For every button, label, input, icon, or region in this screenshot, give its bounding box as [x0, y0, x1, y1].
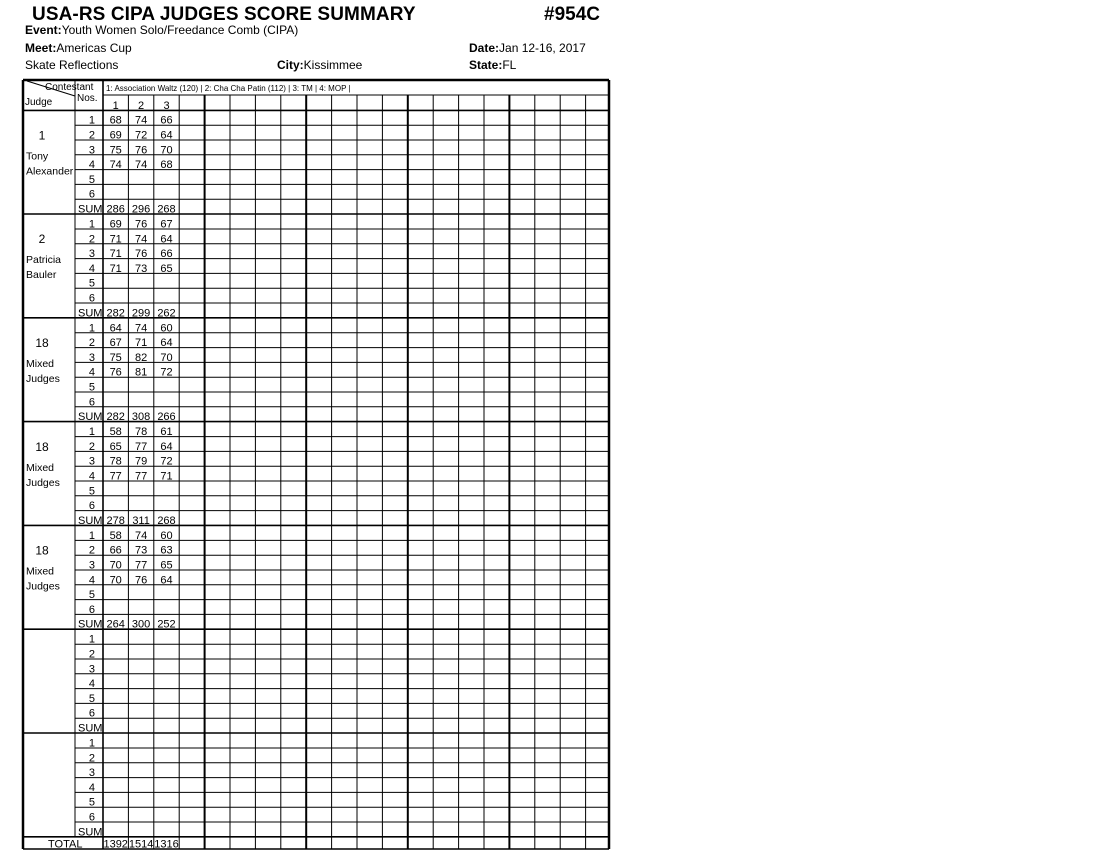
row-number: 3 — [88, 248, 95, 261]
score-cell: 68 — [160, 159, 173, 172]
score-cell: 74 — [134, 114, 148, 127]
total-cell: 1514 — [128, 838, 154, 850]
score-cell: 72 — [160, 366, 173, 379]
row-number: 1 — [88, 737, 95, 750]
date-label: Date: — [469, 41, 500, 55]
score-cell: 72 — [134, 129, 148, 142]
row-number: 6 — [88, 707, 95, 720]
sum-cell: 252 — [157, 618, 176, 631]
sum-label: SUM — [78, 307, 103, 320]
row-number: 1 — [88, 218, 95, 231]
sum-cell: 300 — [131, 618, 151, 631]
sum-cell: 286 — [106, 203, 125, 216]
sum-cell: 282 — [106, 307, 125, 320]
row-number: 1 — [88, 426, 95, 439]
column-header: 2 — [138, 100, 145, 112]
row-number: 6 — [88, 603, 95, 616]
score-cell: 69 — [109, 218, 122, 231]
row-number: 5 — [88, 173, 95, 186]
judge-number: 18 — [35, 336, 49, 350]
meet-value: Americas Cup — [56, 41, 132, 55]
score-cell: 74 — [134, 529, 148, 542]
score-cell: 78 — [134, 426, 148, 439]
score-cell: 78 — [109, 455, 122, 468]
row-number: 4 — [88, 159, 95, 172]
score-cell: 64 — [160, 129, 173, 142]
row-number: 4 — [88, 678, 95, 691]
form-number: #954C — [544, 4, 600, 25]
score-cell: 77 — [134, 470, 148, 483]
score-cell: 71 — [109, 262, 122, 275]
total-label: TOTAL — [48, 838, 83, 850]
row-number: 4 — [88, 781, 95, 794]
score-cell: 64 — [160, 233, 173, 246]
sum-label: SUM — [78, 411, 103, 424]
score-cell: 82 — [134, 351, 148, 364]
row-number: 6 — [88, 500, 95, 513]
row-number: 2 — [88, 233, 95, 246]
total-cell: 1316 — [154, 838, 179, 850]
event-value: Youth Women Solo/Freedance Comb (CIPA) — [61, 23, 299, 37]
row-number: 3 — [88, 455, 95, 468]
score-cell: 64 — [160, 574, 173, 587]
score-cell: 73 — [134, 544, 148, 557]
row-number: 2 — [88, 129, 95, 142]
score-cell: 71 — [109, 233, 122, 246]
column-header: 1 — [112, 100, 119, 112]
row-number: 5 — [88, 381, 95, 394]
score-cell: 64 — [160, 337, 173, 350]
score-cell: 70 — [109, 574, 122, 587]
judge-name: Judges — [26, 373, 60, 385]
score-cell: 64 — [109, 322, 122, 335]
row-number: 4 — [88, 470, 95, 483]
score-cell: 65 — [109, 440, 122, 453]
sum-cell: 268 — [157, 203, 176, 216]
score-cell: 64 — [160, 440, 173, 453]
score-cell: 79 — [134, 455, 148, 468]
score-cell: 71 — [134, 337, 148, 350]
score-cell: 65 — [160, 262, 173, 275]
score-cell: 65 — [160, 559, 173, 572]
score-cell: 68 — [109, 114, 122, 127]
sum-label: SUM — [78, 722, 103, 735]
row-number: 4 — [88, 366, 95, 379]
judge-number: 1 — [38, 128, 46, 143]
row-number: 2 — [88, 337, 95, 350]
judge-name: Patricia — [26, 254, 62, 267]
sum-cell: 264 — [106, 618, 125, 631]
row-number: 2 — [88, 440, 95, 453]
score-cell: 60 — [160, 529, 173, 542]
score-cell: 74 — [109, 159, 122, 172]
row-number: 2 — [88, 544, 95, 557]
sum-cell: 266 — [157, 411, 176, 424]
total-cell: 1392 — [103, 838, 128, 850]
score-cell: 66 — [160, 248, 173, 261]
score-cell: 74 — [134, 233, 148, 246]
sum-label: SUM — [78, 514, 103, 527]
score-cell: 76 — [134, 248, 148, 261]
page-title: USA-RS CIPA JUDGES SCORE SUMMARY — [32, 4, 416, 25]
score-cell: 74 — [134, 322, 148, 335]
score-cell: 60 — [160, 322, 173, 335]
judge-name: Mixed — [26, 461, 55, 474]
row-number: 2 — [88, 648, 95, 661]
row-number: 5 — [88, 589, 95, 602]
score-cell: 76 — [134, 574, 148, 587]
judge-name: Judges — [26, 476, 60, 489]
judge-number: 18 — [35, 543, 49, 558]
city-value: Kissimmee — [303, 58, 363, 72]
row-number: 5 — [88, 796, 95, 809]
state-label: State: — [469, 58, 503, 72]
sum-cell: 282 — [106, 411, 125, 424]
judge-number: 18 — [35, 439, 49, 454]
judge-name: Mixed — [26, 358, 55, 370]
score-cell: 81 — [134, 366, 148, 379]
row-number: 3 — [88, 767, 95, 780]
row-number: 5 — [88, 692, 95, 705]
judge-name: Alexander — [26, 165, 74, 178]
sum-cell: 311 — [132, 514, 150, 527]
score-cell: 75 — [109, 351, 122, 364]
sum-label: SUM — [78, 826, 103, 839]
score-cell: 76 — [134, 144, 148, 157]
sum-label: SUM — [78, 618, 103, 631]
score-cell: 72 — [160, 455, 173, 468]
score-cell: 70 — [160, 144, 173, 157]
score-cell: 70 — [109, 559, 122, 572]
club-name: Skate Reflections — [25, 58, 119, 72]
contestant-label: Contestant — [45, 82, 94, 93]
score-cell: 77 — [109, 470, 122, 483]
score-cell: 74 — [134, 159, 148, 172]
score-cell: 67 — [109, 337, 122, 350]
row-number: 1 — [88, 529, 95, 542]
score-cell: 77 — [134, 440, 148, 453]
row-number: 6 — [88, 188, 95, 201]
score-cell: 66 — [160, 114, 173, 127]
score-cell: 76 — [109, 366, 122, 379]
sum-cell: 268 — [157, 514, 176, 527]
dances-legend: 1: Association Waltz (120) | 2: Cha Cha Patin (112) | 3: TM | 4: MOP | — [106, 84, 351, 93]
row-number: 6 — [88, 811, 95, 824]
row-number: 6 — [88, 396, 95, 409]
sum-cell: 296 — [131, 203, 151, 216]
score-cell: 70 — [160, 351, 173, 364]
score-cell: 76 — [134, 218, 148, 231]
row-number: 1 — [88, 322, 95, 335]
row-number: 1 — [88, 633, 95, 646]
judge-name: Judges — [26, 580, 60, 593]
score-cell: 63 — [160, 544, 173, 557]
row-number: 4 — [88, 574, 95, 587]
row-number: 3 — [88, 144, 95, 157]
row-number: 2 — [88, 752, 95, 765]
date-value: Jan 12-16, 2017 — [499, 41, 586, 55]
score-cell: 61 — [160, 426, 173, 439]
column-header: 3 — [163, 100, 170, 112]
row-number: 6 — [88, 292, 95, 305]
score-cell: 75 — [109, 144, 122, 157]
row-number: 3 — [88, 663, 95, 676]
score-cell: 69 — [109, 129, 122, 142]
city-label: City: — [277, 58, 304, 72]
score-cell: 71 — [109, 248, 122, 261]
judge-name: Tony — [26, 150, 49, 163]
judge-name: Mixed — [26, 565, 55, 578]
score-cell: 67 — [160, 218, 173, 231]
row-number: 5 — [88, 485, 95, 498]
row-number: 1 — [88, 114, 95, 127]
row-number: 3 — [88, 559, 95, 572]
judge-number: 2 — [38, 232, 46, 247]
row-number: 3 — [88, 351, 95, 364]
sum-cell: 278 — [106, 514, 125, 527]
nos-label: Nos. — [77, 93, 98, 104]
score-cell: 73 — [134, 262, 148, 275]
score-cell: 66 — [109, 544, 122, 557]
judge-name: Bauler — [26, 269, 57, 282]
sum-cell: 299 — [131, 307, 151, 320]
event-label: Event: — [25, 23, 62, 37]
state-value: FL — [502, 58, 517, 72]
score-cell: 58 — [109, 529, 122, 542]
row-number: 5 — [88, 277, 95, 290]
meet-label: Meet: — [25, 41, 57, 55]
sum-cell: 262 — [157, 307, 176, 320]
sum-label: SUM — [78, 203, 103, 216]
judge-label: Judge — [25, 97, 53, 108]
row-number: 4 — [88, 262, 95, 275]
score-cell: 71 — [160, 470, 173, 483]
score-cell: 58 — [109, 426, 122, 439]
sum-cell: 308 — [131, 411, 151, 424]
score-cell: 77 — [134, 559, 148, 572]
